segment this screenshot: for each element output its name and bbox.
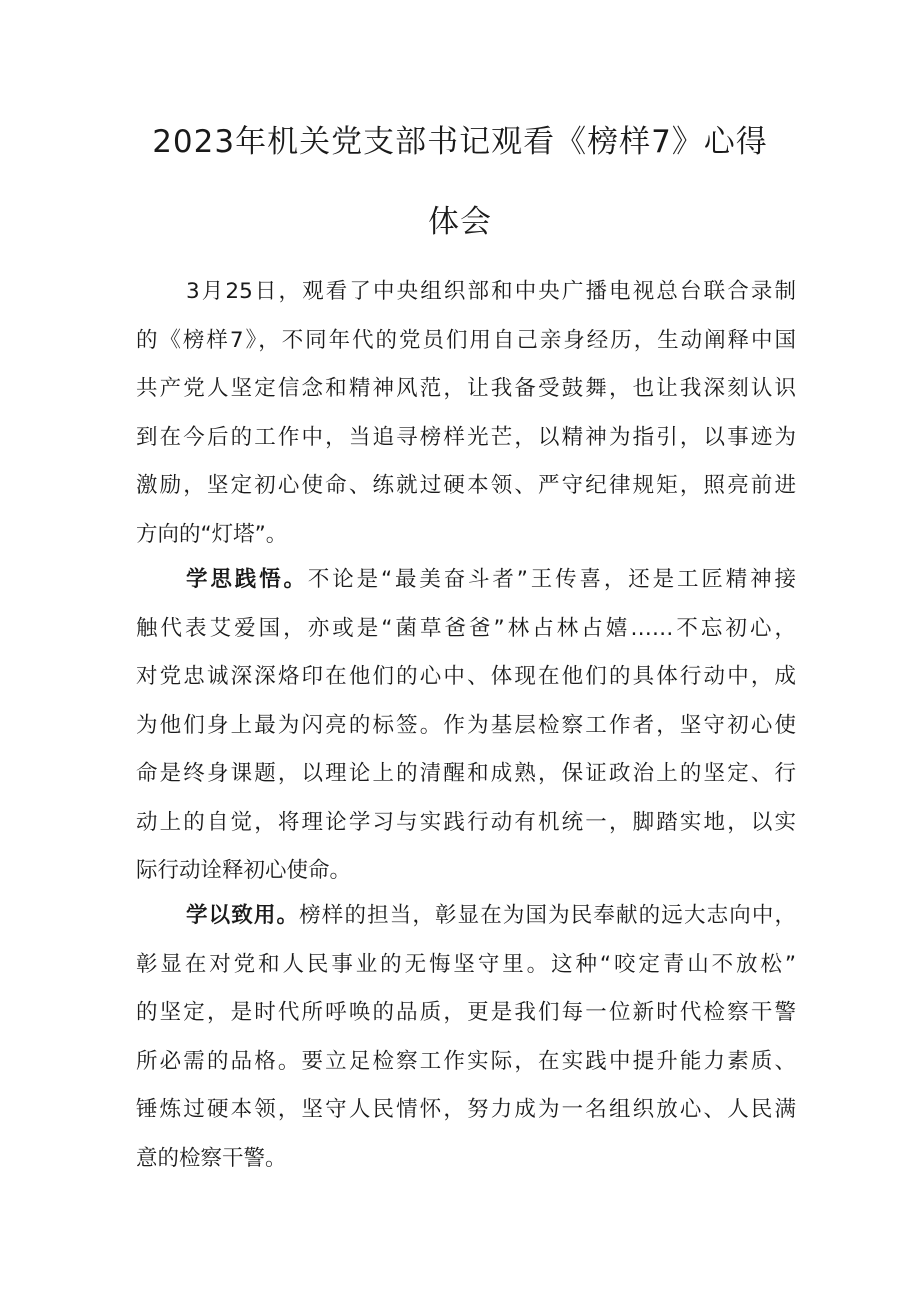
- paragraph-line: 激励，坚定初心使命、练就过硬本领、严守纪律规矩，照亮前进: [136, 473, 796, 498]
- paragraph-line: 对党忠诚深深烙印在他们的心中、体现在他们的具体行动中，成: [136, 664, 796, 689]
- paragraph-line: 共产党人坚定信念和精神风范，让我备受鼓舞，也让我深刻认识: [136, 376, 796, 401]
- paragraph-line: 的《榜样7》，不同年代的党员们用自己亲身经历，生动阐释中国: [136, 327, 796, 353]
- paragraph-study-reflect: [136, 556, 796, 896]
- paragraph-line: 为他们身上最为闪亮的标签。作为基层检察工作者，坚守初心使: [136, 712, 796, 738]
- document-title-line-2: 体会: [428, 204, 492, 240]
- paragraph-line-text: 榜样的担当，彰显在为国为民奉献的远大志向中，: [299, 903, 796, 928]
- paragraph-line: 到在今后的工作中，当追寻榜样光芒，以精神为指引，以事迹为: [136, 424, 796, 450]
- paragraph-line: 意的检察干警。: [136, 1145, 287, 1171]
- document-title-line-1: 2023年机关党支部书记观看《榜样7》心得: [152, 124, 768, 160]
- paragraph-line: 3月25日，观看了中央组织部和中央广播电视总台联合录制: [186, 279, 796, 304]
- paragraph-first-line: [136, 556, 796, 605]
- paragraph-line: 的坚定，是时代所呼唤的品质，更是我们每一位新时代检察干警: [136, 1000, 796, 1025]
- paragraph-line: 命是终身课题，以理论上的清醒和成熟，保证政治上的坚定、行: [136, 761, 796, 786]
- paragraph-line: 锤炼过硬本领，坚守人民情怀，努力成为一名组织放心、人民满: [136, 1097, 796, 1122]
- paragraph-lead-heading: 学思践悟。: [186, 567, 308, 592]
- paragraph-apply-learning: [136, 892, 796, 1183]
- paragraph-line: 方向的“灯塔”。: [136, 521, 288, 547]
- paragraph-intro: [136, 268, 796, 559]
- paragraph-line-text: 不论是“最美奋斗者”王传喜，还是工匠精神接: [307, 567, 796, 592]
- paragraph-line: 动上的自觉，将理论学习与实践行动有机统一，脚踏实地，以实: [136, 809, 796, 835]
- paragraph-line: 触代表艾爱国，亦或是“菌草爸爸”林占林占嬉……不忘初心，: [136, 615, 796, 641]
- paragraph-line: 所必需的品格。要立足检察工作实际，在实践中提升能力素质、: [136, 1048, 796, 1074]
- paragraph-first-line: [136, 892, 796, 941]
- paragraph-lead-heading: 学以致用。: [186, 903, 300, 928]
- paragraph-line: 际行动诠释初心使命。: [136, 858, 352, 883]
- paragraph-line: 彰显在对党和人民事业的无悔坚守里。这种“咬定青山不放松”: [136, 951, 796, 977]
